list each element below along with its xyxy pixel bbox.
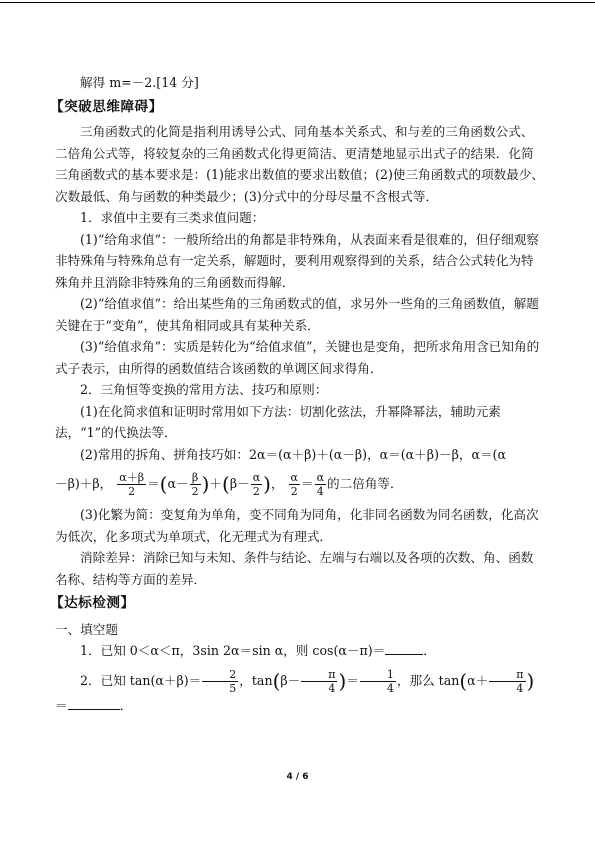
question-text: 1．已知 0＜α＜π，3sin 2α＝sin α，则 cos(α－π)＝ — [80, 643, 386, 658]
rparen: ) — [338, 668, 347, 693]
eq: ＝ — [300, 476, 314, 491]
item-2-2b — [55, 471, 545, 498]
period: ． — [119, 697, 133, 713]
item-2-1: (1)在化简求值和证明时常用如下方法：切割化弦法，升幂降幂法，辅助元素法，“1”的代换法等． — [55, 403, 501, 440]
num: β — [190, 471, 201, 485]
rparen: ) — [201, 471, 210, 496]
page-body — [50, 72, 545, 722]
num: α＋β — [119, 471, 145, 484]
text: ，tan — [239, 672, 273, 688]
lparen: ( — [272, 668, 281, 693]
num: α — [316, 471, 325, 484]
num: π — [301, 668, 337, 682]
eq: ＝ — [147, 476, 160, 491]
lparen: ( — [159, 471, 168, 496]
item-2-3: (3)化繁为简：变复角为单角，变不同角为同角，化非同名函数为同名函数，化高次为低次，化多项式为单项式，化无理式为有理式． — [55, 507, 539, 544]
eq: ＝ — [55, 697, 68, 713]
fraction — [289, 471, 300, 498]
lparen: ( — [222, 471, 230, 496]
num: α — [290, 471, 298, 484]
heading-break-obstacles: 【突破思维障碍】 — [50, 98, 163, 115]
question-1 — [55, 640, 545, 662]
num: 2 — [202, 668, 238, 682]
text: 的二倍角等． — [327, 476, 403, 491]
fraction — [360, 668, 396, 695]
den: 2 — [128, 485, 136, 498]
answer-blank[interactable] — [68, 697, 120, 710]
text: β－ — [229, 476, 250, 491]
rparen: ) — [526, 668, 535, 693]
den: 2 — [191, 485, 199, 498]
item-2-2a: (2)常用的拆角、拼角技巧如：2α＝(α＋β)＋(α－β)，α＝(α＋β)－β，α＝(α — [80, 446, 506, 462]
fraction — [117, 471, 146, 498]
rparen: ) — [263, 471, 271, 496]
solve-line: 解得 m=－2.[14 分] — [80, 75, 199, 90]
plus: ＋ — [209, 476, 222, 491]
period: ． — [423, 643, 436, 658]
section-fill-blank: 一、填空题 — [55, 621, 118, 637]
fraction — [489, 668, 525, 695]
comma: ， — [270, 476, 284, 491]
den: 4 — [328, 681, 336, 695]
fraction — [202, 668, 238, 695]
item-2: 2．三角恒等变换的常用方法、技巧和原则： — [80, 382, 328, 397]
num: π — [489, 668, 525, 682]
fraction — [251, 471, 262, 498]
text: α－ — [167, 476, 189, 491]
den: 5 — [229, 681, 237, 695]
fraction — [315, 471, 326, 498]
text: ，那么 tan — [396, 672, 460, 688]
den: 2 — [290, 485, 298, 498]
text: －β)＋β， — [55, 476, 113, 491]
lparen: ( — [459, 668, 468, 693]
page-number: 4 / 6 — [286, 772, 309, 782]
text: α＋ — [467, 672, 489, 688]
den: 4 — [316, 485, 324, 498]
text: β－ — [280, 672, 301, 688]
fraction — [190, 471, 201, 498]
den: 4 — [516, 681, 524, 695]
answer-blank[interactable] — [385, 642, 423, 655]
question-text: 2．已知 tan(α＋β)＝ — [80, 672, 202, 688]
heading-test: 【达标检测】 — [50, 595, 135, 611]
den: 2 — [252, 485, 260, 498]
num: α — [252, 471, 261, 484]
num: 1 — [360, 668, 396, 682]
item-2-4: 消除差异：消除已知与未知、条件与结论、左端与右端以及各项的次数、角、函数名称、结构等方面的差异． — [55, 550, 534, 587]
den: 4 — [386, 681, 394, 695]
eq: ＝ — [346, 672, 359, 688]
item-1-1: (1)“给角求值”：一般所给出的角都是非特殊角，从表面来看是很难的，但仔细观察非特殊角与特殊角总有一定关系，解题时，要利用观察得到的关系，结合公式转化为特殊角并且消除非特殊角的三角函数而得解． — [55, 231, 539, 290]
para-simplify: 三角函数式的化简是指利用诱导公式、同角基本关系式、和与差的三角函数公式、二倍角公式等，将较复杂的三角函数式化得更简洁、更清楚地显示出式子的结果．化简三角函数式的基本要求是：(1)能求出数值的要求出数值；(2)使三角函数式的项数最少、次数最低、角与函数的种类最少；(3)分式中的分母尽量不含根式等． — [55, 124, 545, 204]
item-1: 1．求值中主要有三类求值问题： — [80, 210, 265, 225]
fraction — [301, 668, 337, 695]
item-1-2: (2)“给值求值”：给出某些角的三角函数式的值，求另外一些角的三角函数值，解题关键在于“变角”，使其角相同或具有某种关系． — [55, 296, 539, 333]
item-1-3: (3)“给值求角”：实质是转化为“给值求值”，关键也是变角，把所求角用含已知角的式子表示，由所得的函数值结合该函数的单调区间求得角． — [55, 339, 540, 376]
question-2 — [55, 668, 545, 717]
top-rule — [0, 2, 595, 3]
